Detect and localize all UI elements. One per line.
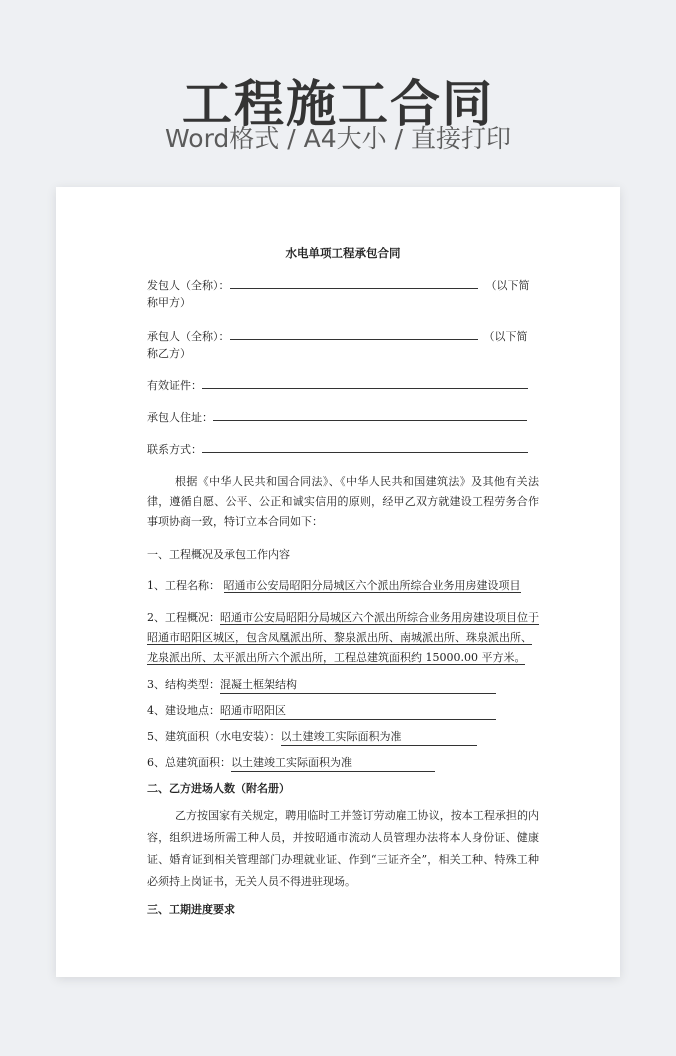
address-label: 承包人住址： xyxy=(147,411,213,424)
item-2-label: 2、工程概况： xyxy=(147,611,220,624)
contact-label: 联系方式： xyxy=(147,443,202,456)
intro-paragraph: 根据《中华人民共和国合同法》、《中华人民共和国建筑法》及其他有关法律，遵循自愿、公平、公正和诚实信用的原则，经甲乙双方就建设工程劳务合作事项协商一致，特订立本合同如下： xyxy=(147,475,539,528)
party-a-label: 发包人（全称）： xyxy=(147,279,230,292)
item-1-row xyxy=(147,577,539,594)
party-b-blank[interactable] xyxy=(230,327,478,340)
item-5-value: 以土建竣工实际面积为准 xyxy=(281,728,477,746)
address-row xyxy=(147,408,539,426)
item-4-row xyxy=(147,702,539,720)
section-3-heading: 三、工期进度要求 xyxy=(147,903,235,916)
id-row xyxy=(147,376,539,394)
party-b-suffix: （以下简 xyxy=(483,330,528,343)
item-6-row xyxy=(147,754,539,772)
party-a-cont: 称甲方） xyxy=(147,296,191,309)
item-5-row xyxy=(147,728,539,746)
item-3-value: 混凝土框架结构 xyxy=(220,676,496,694)
party-a-blank[interactable] xyxy=(230,276,478,289)
page-title: 工程施工合同 xyxy=(182,75,494,133)
section-1-heading: 一、工程概况及承包工作内容 xyxy=(147,548,290,561)
section-2-heading: 二、乙方进场人数（附名册） xyxy=(147,782,290,795)
party-b-cont: 称乙方） xyxy=(147,347,191,360)
contact-blank[interactable] xyxy=(202,440,528,453)
contract-body xyxy=(147,245,539,918)
party-b-row xyxy=(147,327,539,345)
item-1-value: 昭通市公安局昭阳分局城区六个派出所综合业务用房建设项目 xyxy=(223,579,521,592)
document-page xyxy=(56,187,620,977)
item-5-label: 5、建筑面积（水电安装）： xyxy=(147,730,281,743)
item-1-label: 1、工程名称： xyxy=(147,579,220,592)
party-b-label: 承包人（全称）： xyxy=(147,330,230,343)
item-3-label: 3、结构类型： xyxy=(147,678,220,691)
contract-title: 水电单项工程承包合同 xyxy=(285,246,401,260)
id-blank[interactable] xyxy=(202,376,528,389)
item-2-row xyxy=(147,608,539,668)
item-2-value: 昭通市公安局昭阳分局城区六个派出所综合业务用房建设项目位于昭通市昭阳区城区，包含凤凰派出所、黎泉派出所、南城派出所、珠泉派出所、龙泉派出所、太平派出所六个派出所，工程总建筑面积约 15000.00 平方米。 xyxy=(147,611,539,664)
party-a-row xyxy=(147,276,539,294)
address-blank[interactable] xyxy=(213,408,527,421)
item-4-value: 昭通市昭阳区 xyxy=(220,702,496,720)
item-4-label: 4、建设地点： xyxy=(147,704,220,717)
id-label: 有效证件： xyxy=(147,379,202,392)
page-subtitle: Word格式 / A4大小 / 直接打印 xyxy=(165,124,511,153)
item-6-value: 以土建竣工实际面积为准 xyxy=(231,754,435,772)
item-6-label: 6、总建筑面积： xyxy=(147,756,231,769)
contact-row xyxy=(147,440,539,458)
party-a-suffix: （以下简 xyxy=(485,279,530,292)
section-2-paragraph: 乙方按国家有关规定，聘用临时工并签订劳动雇工协议，按本工程承担的内容，组织进场所需工种人员，并按昭通市流动人员管理办法将本人身份证、健康证、婚育证到相关管理部门办理就业证、作到“三证齐全”，相关工种、特殊工种必须持上岗证书，无关人员不得进驻现场。 xyxy=(147,809,539,888)
item-3-row xyxy=(147,676,539,694)
